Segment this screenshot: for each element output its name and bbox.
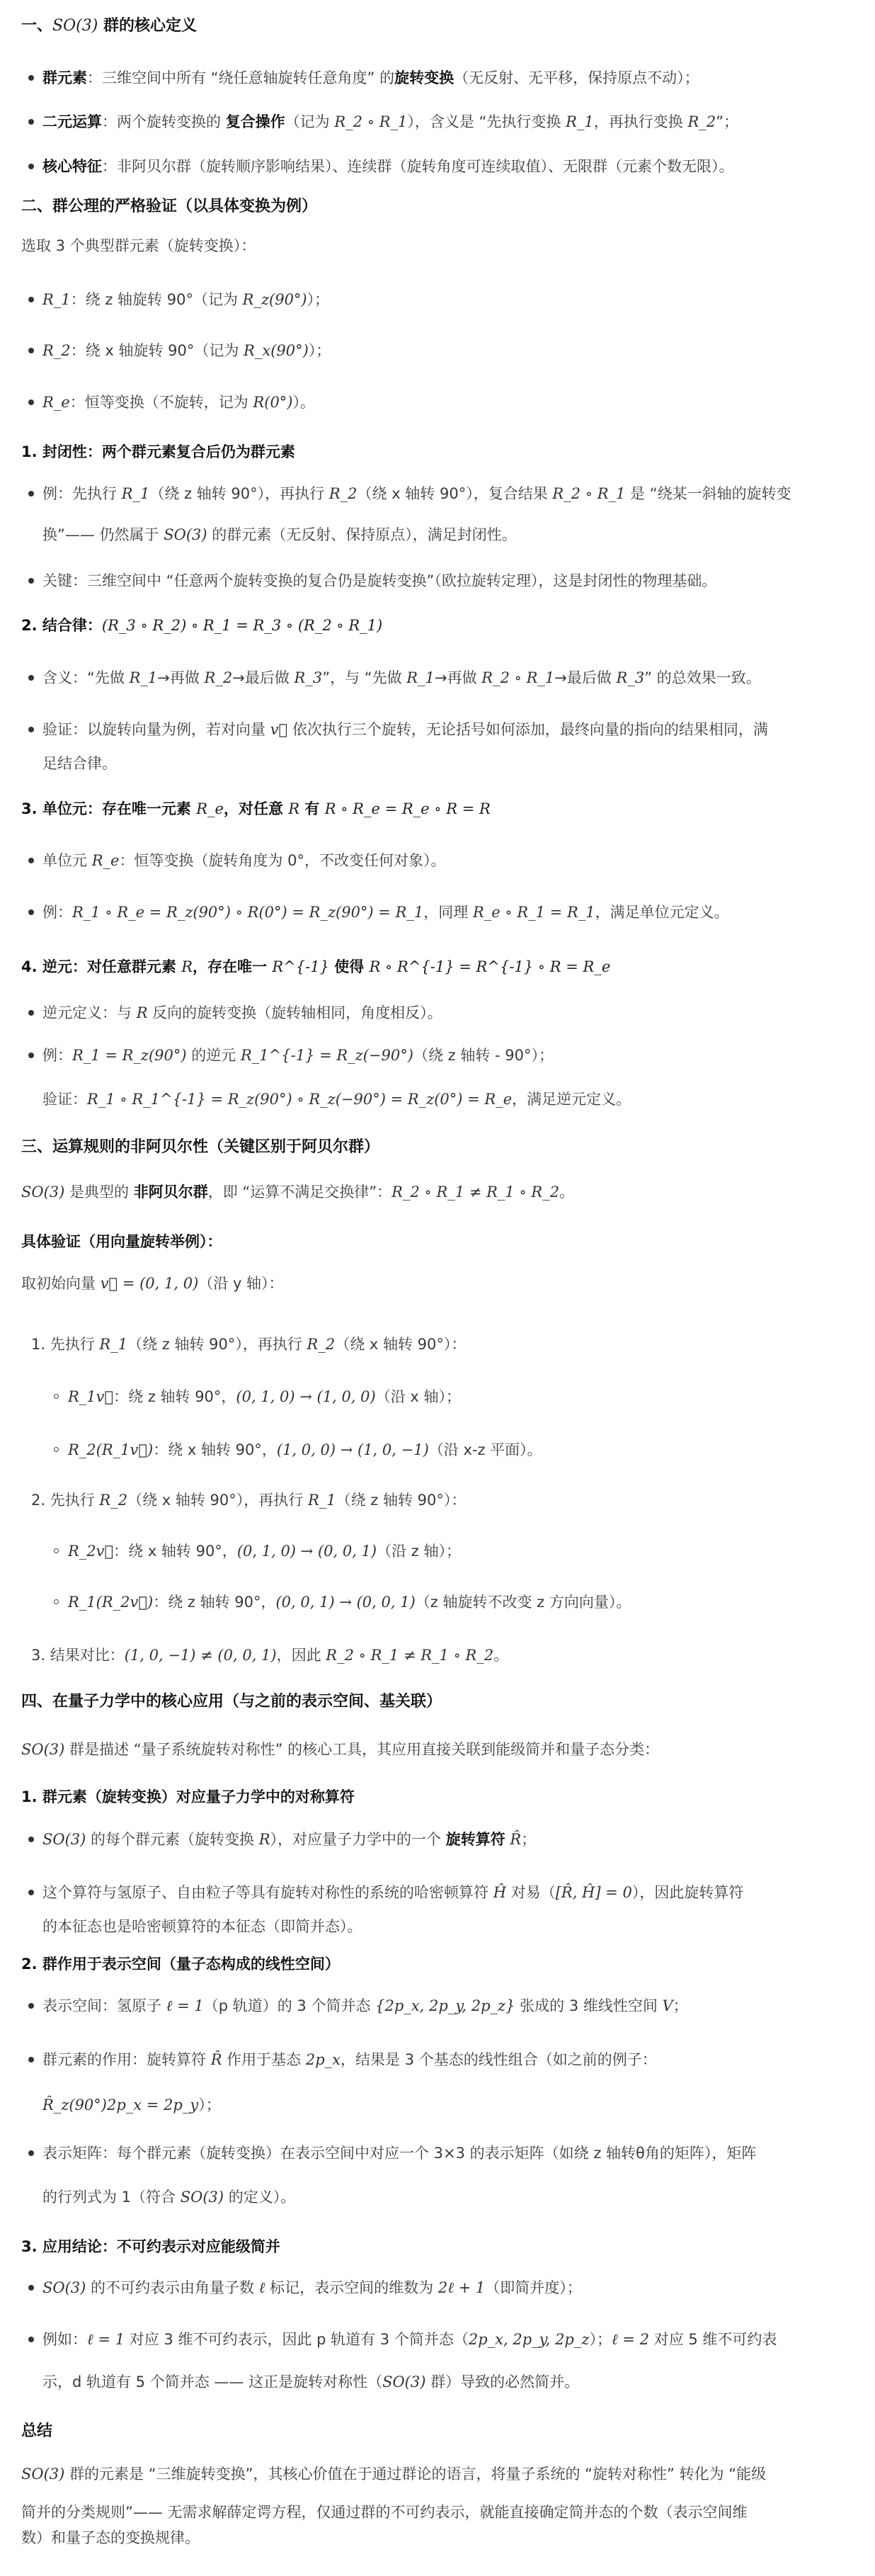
text: 这个算符与氢原子、自由粒子等具有旋转对称性的系统的哈密顿算符: [42, 1884, 493, 1901]
math-expression: R_e: [196, 800, 224, 817]
text: ：非阿贝尔群（旋转顺序影响结果）、连续群（旋转角度可连续取值）、无限群（元素个数无限）。: [102, 158, 734, 175]
math-expression: R_2: [99, 1492, 128, 1509]
bullet-dot-icon: [28, 578, 34, 584]
text: 示，d 轨道有 5 个简并态 —— 这正是旋转对称性（: [42, 2373, 383, 2390]
bullet-continuation: [42, 525, 517, 545]
bold-text: 1. 封闭性：两个群元素复合后仍为群元素: [21, 443, 295, 460]
math-expression: R_2: [687, 113, 716, 130]
bullet-continuation: [42, 2187, 295, 2207]
bullet-circle-icon: [54, 1447, 59, 1452]
section-heading: [21, 197, 317, 217]
bullet-continuation: [42, 2095, 221, 2115]
text: ），对应量子力学中的一个: [270, 1831, 446, 1848]
math-expression: R_1: [42, 291, 71, 308]
math-expression: R_e ∘ R_1 = R_1: [472, 904, 595, 921]
math-expression: R̂_z(90°)2p_x = 2p_y: [42, 2096, 199, 2113]
math-expression: R: [288, 800, 300, 817]
text: ，同理: [423, 904, 473, 921]
bullet-dot-icon: [28, 675, 34, 681]
text: （沿 x 轴）；: [375, 1388, 461, 1405]
math-expression: [R̂, Ĥ] = 0: [555, 1884, 632, 1901]
math-expression: R_3: [616, 669, 645, 686]
numbered-item: [31, 1645, 508, 1665]
math-expression: R_x(90°): [244, 342, 309, 359]
bold-text: 二、群公理的严格验证（以具体变换为例）: [21, 198, 318, 215]
paragraph: [21, 1740, 659, 1759]
math-expression: ℓ: [258, 2279, 265, 2296]
math-expression: R_1(R_2v⃗): [68, 1594, 154, 1611]
math-expression: SO(3): [21, 2466, 65, 2483]
math-expression: (0, 0, 1) → (0, 0, 1): [275, 1594, 416, 1611]
text: ），因此旋转算符: [631, 1884, 744, 1901]
bold-text: 核心特征: [42, 158, 102, 175]
text: 的不可约表示由角量子数: [86, 2279, 259, 2296]
math-expression: v⃗ = (0, 1, 0): [100, 1275, 199, 1292]
text: 的群元素（无反射、保持原点），满足封闭性。: [207, 526, 517, 543]
bullet-item: [42, 112, 738, 132]
text: ：绕 x 轴转 90°，: [153, 1441, 277, 1458]
math-expression: R_2 ∘ R_1 ≠ R_1 ∘ R_2: [391, 1184, 560, 1201]
bullet-item: [42, 290, 329, 310]
math-expression: SO(3): [42, 2279, 86, 2296]
math-expression: R_1v⃗: [68, 1388, 114, 1405]
bullet-item: [42, 2330, 777, 2349]
text: 选取 3 个典型群元素（旋转变换）：: [21, 237, 256, 254]
bullet-item: [42, 484, 791, 504]
bullet-dot-icon: [28, 164, 34, 169]
math-expression: (0, 1, 0) → (0, 0, 1): [236, 1543, 377, 1560]
bullet-item: [42, 1003, 442, 1023]
text: →最后做: [554, 669, 617, 686]
subsection-heading: [21, 615, 382, 635]
math-expression: R_3: [294, 669, 323, 686]
text: ：绕 x 轴旋转 90°（记为: [70, 342, 244, 359]
bullet-continuation: [42, 2372, 579, 2392]
text: （即简并度）；: [485, 2279, 582, 2296]
subsection-heading: [21, 1954, 340, 1974]
math-expression: ℓ = 1: [166, 1997, 204, 2014]
text: （绕 x 轴转 90°）：: [335, 1336, 467, 1353]
text: 对应 5 维不可约表: [649, 2331, 777, 2348]
bullet-dot-icon: [28, 399, 34, 405]
math-expression: v⃗: [270, 721, 288, 738]
bullet-dot-icon: [28, 2285, 34, 2291]
bold-text: 二元运算: [42, 113, 102, 130]
bullet-item: [42, 2143, 756, 2163]
text: 1. 先执行: [31, 1336, 100, 1353]
bullet-item: [42, 571, 716, 591]
text: 含义：“先做: [42, 669, 130, 686]
text: 表示矩阵：每个群元素（旋转变换）在表示空间中对应一个 3×3 的表示矩阵（如绕 z 轴转θ角的矩阵），矩阵: [42, 2145, 757, 2162]
text: 是典型的: [64, 1184, 134, 1201]
bullet-item: [42, 851, 445, 870]
math-expression: SO(3): [382, 2373, 426, 2390]
paragraph: [21, 236, 256, 256]
text: 对易（: [506, 1884, 556, 1901]
math-expression: R_1: [406, 669, 435, 686]
bullet-dot-icon: [28, 727, 34, 732]
text: 2. 先执行: [31, 1492, 100, 1509]
bold-text: 一、: [21, 17, 53, 35]
text: ）；: [589, 2331, 612, 2348]
math-expression: R_1: [566, 113, 594, 130]
text: ：三维空间中所有 “绕任意轴旋转任意角度” 的: [87, 69, 395, 86]
bold-text: 群元素: [42, 69, 87, 86]
text: （绕 x 轴转 90°），再执行: [127, 1492, 308, 1509]
bullet-dot-icon: [28, 1052, 34, 1058]
text: 取初始向量: [21, 1275, 101, 1292]
bold-text: 4. 逆元：对任意群元素: [21, 958, 182, 975]
math-expression: Ĥ: [493, 1884, 507, 1901]
bullet-item: [42, 902, 729, 922]
text: ：绕 x 轴转 90°，: [113, 1543, 237, 1560]
text: 3. 结果对比：: [31, 1647, 125, 1664]
subsection-heading: [21, 957, 610, 977]
bullet-dot-icon: [28, 2337, 34, 2342]
bullet-dot-icon: [28, 75, 34, 81]
section-heading: [21, 1137, 379, 1157]
paragraph: [21, 2502, 748, 2522]
sub-bullet-item: [68, 1440, 542, 1460]
math-expression: R_e: [42, 394, 70, 411]
bullet-dot-icon: [28, 2057, 34, 2062]
text: ，满足逆元定义。: [512, 1091, 631, 1108]
numbered-item: [31, 1490, 466, 1510]
text: ）；: [198, 2096, 221, 2113]
text: ；: [521, 1831, 537, 1848]
text: ；: [673, 1997, 688, 2014]
bullet-dot-icon: [28, 2003, 34, 2009]
text: 换”—— 仍然属于: [42, 526, 164, 543]
math-expression: SO(3): [164, 526, 207, 543]
text: 依次执行三个旋转，无论括号如何添加，最终向量的指向的结果相同，满: [287, 721, 768, 738]
bullet-item: [42, 1996, 688, 2016]
math-expression: R_2 ∘ R_1 ≠ R_1 ∘ R_2: [326, 1647, 494, 1664]
bold-text: ，存在唯一: [193, 958, 273, 975]
text: →最后做: [232, 669, 294, 686]
bold-text: 旋转变换: [394, 69, 454, 86]
bullet-item: [42, 157, 734, 176]
text: 验证：以旋转向量为例，若对向量: [42, 721, 270, 738]
bold-text: 总结: [21, 2422, 53, 2440]
subsection-heading: [21, 1787, 355, 1807]
math-expression: R_1^{-1} = R_z(−90°): [240, 1047, 413, 1064]
text: 。: [559, 1184, 575, 1201]
text: 张成的 3 维线性空间: [515, 1997, 663, 2014]
text: ）。: [292, 394, 315, 411]
text: （无反射、无平移，保持原点不动）；: [454, 69, 699, 86]
math-expression: 2p_x, 2p_y, 2p_z: [468, 2331, 590, 2348]
text: 是 “绕某一斜轴的旋转变: [625, 485, 791, 502]
math-expression: R ∘ R^{-1} = R^{-1} ∘ R = R_e: [369, 958, 611, 975]
math-expression: R: [136, 1004, 148, 1021]
text: （p 轨道）的 3 个简并态: [203, 1997, 376, 2014]
math-expression: R_1: [121, 485, 150, 502]
text: ：绕 z 轴转 90°，: [113, 1388, 236, 1405]
text: 数）和量子态的变换规律。: [21, 2529, 200, 2546]
math-expression: SO(3): [21, 1184, 65, 1201]
math-expression: R_2 ∘ R_1: [334, 113, 408, 130]
math-expression: ℓ = 2: [611, 2331, 650, 2348]
bullet-item: [42, 392, 315, 412]
bold-text: 旋转算符: [445, 1831, 505, 1848]
paragraph: [21, 2464, 766, 2484]
bullet-item: [42, 341, 331, 361]
text: 对应 3 维不可约表示，因此 p 轨道有 3 个简并态（: [125, 2331, 469, 2348]
text: ，再执行变换: [593, 113, 688, 130]
math-expression: R_1 ∘ R_e = R_z(90°) ∘ R(0°) = R_z(90°) = R_1: [72, 904, 424, 921]
text: （记为: [285, 113, 335, 130]
bullet-dot-icon: [28, 491, 34, 497]
bullet-dot-icon: [28, 1010, 34, 1016]
bullet-circle-icon: [54, 1548, 59, 1553]
math-expression: SO(3): [21, 1741, 65, 1758]
paragraph: [21, 1273, 284, 1293]
text: ）；: [307, 291, 330, 308]
text: ：恒等变换（不旋转，记为: [69, 394, 253, 411]
bold-text: 3. 单位元：存在唯一元素: [21, 800, 197, 817]
text: →再做: [157, 669, 205, 686]
bold-text: 三、运算规则的非阿贝尔性（关键区别于阿贝尔群）: [21, 1138, 380, 1156]
text: 例：: [42, 1047, 72, 1064]
math-expression: R_2: [42, 342, 71, 359]
bullet-dot-icon: [28, 297, 34, 302]
subsection-heading: [21, 2237, 280, 2257]
sub-bullet-item: [68, 1387, 461, 1407]
math-expression: {2p_x, 2p_y, 2p_z}: [375, 1997, 515, 2014]
math-expression: 2ℓ + 1: [437, 2279, 486, 2296]
text: 例：先执行: [42, 485, 122, 502]
math-expression: (1, 0, −1) ≠ (0, 0, 1): [124, 1647, 277, 1664]
text: ）；: [308, 342, 331, 359]
math-expression: R_2: [328, 485, 358, 502]
text: 群元素的作用：旋转算符: [42, 2051, 211, 2068]
bullet-item: [42, 1883, 743, 1902]
text: 逆元定义：与: [42, 1004, 137, 1021]
text: 群的元素是 “三维旋转变换”，其核心价值在于通过群论的语言，将量子系统的 “旋转对称性” 转化为 “能级: [64, 2466, 767, 2483]
bold-text: 有: [299, 800, 325, 817]
math-expression: SO(3): [42, 1831, 86, 1848]
bullet-item: [42, 68, 699, 88]
math-expression: R^{-1}: [272, 958, 329, 975]
text: （绕 z 轴转 90°），再执行: [149, 485, 329, 502]
bullet-dot-icon: [28, 1837, 34, 1842]
math-expression: R_2: [204, 669, 233, 686]
math-expression: R_1 = R_z(90°): [72, 1047, 187, 1064]
bullet-item: [42, 2278, 582, 2298]
bold-text: 非阿贝尔群: [133, 1184, 208, 1201]
bullet-item: [42, 668, 761, 688]
text: ），含义是 “先执行变换: [407, 113, 566, 130]
text: （绕 x 轴转 90°），复合结果: [357, 485, 553, 502]
bullet-item: [42, 1829, 536, 1849]
math-expression: R: [181, 958, 193, 975]
math-expression: (R_3 ∘ R_2) ∘ R_1 = R_3 ∘ (R_2 ∘ R_1): [101, 617, 383, 634]
math-expression: R_1 ∘ R_1^{-1} = R_z(90°) ∘ R_z(−90°) = R_z(0°) = R_e: [87, 1091, 513, 1108]
bullet-item: [42, 2050, 657, 2070]
text: ，因此: [276, 1647, 326, 1664]
text: ：两个旋转变换的: [102, 113, 226, 130]
math-expression: R_1: [307, 1492, 336, 1509]
bold-text: 四、在量子力学中的核心应用（与之前的表示空间、基关联）: [21, 1693, 442, 1710]
text: ”；: [716, 113, 739, 130]
math-expression: V: [662, 1997, 673, 2014]
section-heading: [21, 1692, 442, 1712]
math-expression: ℓ = 1: [87, 2331, 125, 2348]
text: →再做: [434, 669, 482, 686]
text: 例：: [42, 904, 72, 921]
math-expression: R ∘ R_e = R_e ∘ R = R: [324, 800, 491, 817]
text: 群是描述 “量子系统旋转对称性” 的核心工具，其应用直接关联到能级简并和量子态分类：: [64, 1741, 660, 1758]
text: 简并的分类规则”—— 无需求解薛定谔方程，仅通过群的不可约表示，就能直接确定简并态的个数（表示空间维: [21, 2504, 748, 2521]
bold-text: 3. 应用结论：不可约表示对应能级简并: [21, 2238, 280, 2255]
numbered-item: [31, 1334, 466, 1354]
text: 例如：: [42, 2331, 87, 2348]
math-expression: R_2v⃗: [68, 1543, 114, 1560]
bullet-continuation: [42, 1089, 631, 1109]
text: 群）导致的必然简并。: [425, 2373, 580, 2390]
bold-text: 复合操作: [225, 113, 285, 130]
math-expression: SO(3): [180, 2189, 224, 2206]
text: （绕 z 轴转 90°），再执行: [127, 1336, 307, 1353]
subsection-heading: [21, 799, 491, 819]
bold-text: 2. 群作用于表示空间（量子态构成的线性空间）: [21, 1956, 340, 1973]
text: 的每个群元素（旋转变换: [86, 1831, 259, 1848]
math-expression: R_2(R_1v⃗): [68, 1441, 154, 1458]
sub-bullet-item: [68, 1541, 461, 1561]
math-expression: R_2 ∘ R_1: [552, 485, 626, 502]
bold-text: 1. 群元素（旋转变换）对应量子力学中的对称算符: [21, 1788, 355, 1805]
math-expression: SO(3): [52, 17, 98, 35]
bullet-item: [42, 720, 768, 739]
text: 的定义）。: [224, 2189, 296, 2206]
bold-text: 具体验证（用向量旋转举例）：: [21, 1233, 222, 1250]
text: 标记，表示空间的维数为: [265, 2279, 438, 2296]
bullet-circle-icon: [54, 1394, 59, 1399]
math-expression: R_2: [307, 1336, 336, 1353]
bullet-dot-icon: [28, 119, 34, 125]
text: ，结果是 3 个基态的线性组合（如之前的例子：: [341, 2051, 657, 2068]
subsection-heading: [21, 1232, 222, 1252]
math-expression: R_1: [129, 669, 158, 686]
text: 单位元: [42, 852, 92, 869]
math-expression: R_z(90°): [242, 291, 307, 308]
bullet-dot-icon: [28, 348, 34, 353]
bullet-continuation: [42, 1917, 362, 1936]
text: （沿 y 轴）：: [198, 1275, 284, 1292]
text: 。: [493, 1647, 509, 1664]
math-expression: (1, 0, 0) → (1, 0, −1): [276, 1441, 429, 1458]
bold-text: 2. 结合律：: [21, 617, 102, 634]
text: ”，与 “先做: [322, 669, 407, 686]
text: ，满足单位元定义。: [595, 904, 729, 921]
math-expression: R_1: [99, 1336, 128, 1353]
text: （沿 x-z 平面）。: [428, 1441, 542, 1458]
text: 表示空间：氢原子: [42, 1997, 166, 2014]
text: （绕 z 轴转 90°）：: [336, 1492, 467, 1509]
section-heading: [21, 2422, 52, 2441]
bold-text: ，对任意: [223, 800, 289, 817]
text: ：恒等变换（旋转角度为 0°，不改变任何对象）。: [119, 852, 446, 869]
text: 验证：: [42, 1091, 87, 1108]
text: 的逆元: [186, 1047, 241, 1064]
math-expression: R_2 ∘ R_1: [481, 669, 555, 686]
math-expression: 2p_x: [305, 2051, 341, 2068]
math-expression: R̂: [210, 2051, 222, 2068]
bullet-dot-icon: [28, 858, 34, 863]
math-expression: R_e: [91, 852, 120, 869]
bullet-dot-icon: [28, 2150, 34, 2156]
text: ，即 “运算不满足交换律”：: [207, 1184, 392, 1201]
text: （z 轴旋转不改变 z 方向向量）。: [415, 1594, 631, 1611]
math-expression: R: [258, 1831, 270, 1848]
bullet-continuation: [42, 754, 117, 773]
bullet-circle-icon: [54, 1599, 59, 1604]
text: ：绕 z 轴旋转 90°（记为: [70, 291, 243, 308]
section-heading: [21, 16, 197, 36]
bullet-dot-icon: [28, 1890, 34, 1895]
bold-text: 群的核心定义: [98, 17, 197, 35]
bold-text: 使得: [328, 958, 370, 975]
subsection-heading: [21, 442, 295, 462]
math-expression: (0, 1, 0) → (1, 0, 0): [236, 1388, 376, 1405]
paragraph: [21, 2528, 200, 2548]
text: 关键：三维空间中 “任意两个旋转变换的复合仍是旋转变换”（欧拉旋转定理），这是封闭性的物理基础。: [42, 572, 717, 589]
sub-bullet-item: [68, 1592, 631, 1612]
text: （沿 z 轴）；: [377, 1543, 461, 1560]
text: （绕 z 轴转 - 90°）；: [413, 1047, 554, 1064]
text: 的行列式为 1（符合: [42, 2189, 181, 2206]
text: 的本征态也是哈密顿算符的本征态（即简并态）。: [42, 1918, 362, 1935]
bullet-item: [42, 1045, 554, 1065]
text: 反向的旋转变换（旋转轴相同，角度相反）。: [147, 1004, 442, 1021]
bullet-dot-icon: [28, 909, 34, 915]
text: 足结合律。: [42, 755, 117, 772]
math-expression: R̂: [510, 1831, 522, 1848]
paragraph: [21, 1182, 574, 1202]
math-expression: R(0°): [253, 394, 293, 411]
text: 作用于基态: [222, 2051, 306, 2068]
text: ” 的总效果一致。: [644, 669, 761, 686]
text: ：绕 z 轴转 90°，: [153, 1594, 276, 1611]
